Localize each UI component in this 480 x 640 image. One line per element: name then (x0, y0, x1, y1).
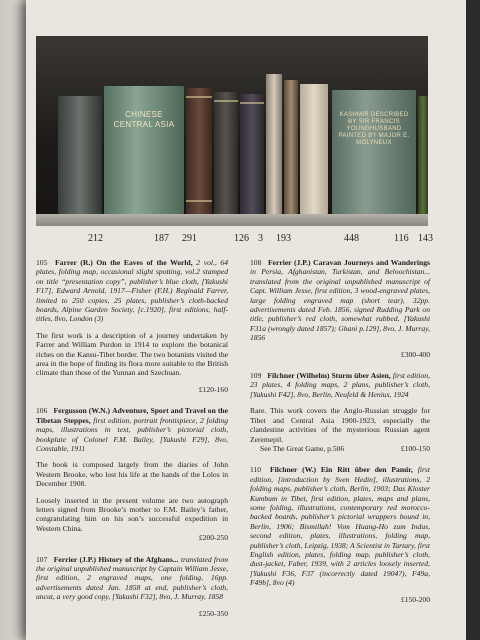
plate-number: 291 (182, 233, 197, 244)
lot-price: £200-250 (198, 533, 228, 543)
shelf (36, 214, 428, 226)
lot-title: Adventure, Sport and Travel on the Tibetan Steppes, (36, 406, 228, 425)
book-spine-6 (266, 74, 282, 214)
plate-number: 448 (344, 233, 359, 244)
lot-number: 108 (250, 258, 262, 267)
lot-description-2: Loosely inserted in the present volume are two autograph letters signed from Brooke’s mother to F.M. Bailey’s father, congratulating him on his son’s successful expedition in Western China. (36, 495, 228, 533)
lot-110 (250, 465, 430, 587)
book-spine-7 (284, 80, 298, 214)
plate-number: 143 (418, 233, 433, 244)
lot-title: Ein Ritt über den Pamir, (320, 465, 413, 475)
book-spine-8 (300, 84, 328, 214)
lot-details: 2 vol., 64 plates, folding map, occasional slight spotting, vol.2 stamped on title “presentation copy”, publisher’s blue cloth, [Yakushi F17], Edward Arnold, 1917—Fisher (F.H.) Reginald Farrer, limited to 250 copies, 25 plates, publisher’s cloth-backed boards, Alpine Garden Society, [c.1920], first editions, half-titles, 8vo, London (3) (36, 258, 229, 324)
lot-description: The book is composed largely from the diaries of John Western Brooke, who lost his life at the hands of the Lolos in December 1908. (36, 460, 228, 489)
lot-price: £300-400 (400, 349, 430, 359)
lot-price: £150-200 (400, 594, 430, 604)
lot-number: 110 (250, 465, 262, 475)
right-column (250, 258, 430, 604)
lot-105 (36, 258, 228, 324)
lot-106 (36, 406, 228, 453)
books-photograph (36, 36, 428, 226)
plate-number: 126 (234, 233, 249, 244)
book-spine-3 (186, 88, 212, 214)
previous-page-edge (0, 0, 28, 640)
book-spine-kashmir-title: KASHMIR DESCRIBED BY SIR FRANCIS YOUNGHUSBAND PAINTED BY MAJOR E. MOLYNEUX (338, 112, 410, 146)
book-spine-central-asia-title: CHINESE CENTRAL ASIA (113, 110, 175, 129)
lot-author: Farrer (R.) (55, 258, 93, 267)
lot-title: On the Eaves of the World, (96, 258, 193, 267)
lot-108 (250, 258, 430, 343)
plate-number: 116 (394, 233, 409, 244)
lot-details: in Persia, Afghanistan, Turkistan, and Beloochistan... translated from the original unpublished manuscript of Capt. William Jesse, first edition, 3 wood-engraved plates, large folding engraved map (short tear), 32pp. advertisements dated Feb. 1856, signed Rudding Park on title, publisher’s red cloth, somewhat rubbed, [Yakushi F31a (wrongly dated 1857); Ghani p.129], 8vo, J. Murray, 1856 (250, 267, 430, 343)
book-spine-flora (418, 96, 428, 214)
plate-number: 212 (88, 233, 103, 244)
lot-see-also: See The Great Game, p.506 (260, 443, 345, 453)
lot-number: 107 (36, 554, 48, 564)
lot-details: first edition, portrait frontispiece, 2 folding maps, illustrations in text, publisher’s pictorial cloth, bookplate of Colonel F.M. Bailey, [Yakushi F29], 8vo, Constable, 1911 (36, 415, 228, 453)
book-spine-kashmir (332, 90, 416, 214)
plate-numbers (36, 233, 433, 247)
book-spine-5 (240, 94, 264, 214)
left-column (36, 258, 228, 618)
lot-author: Filchner (W.) (270, 465, 317, 475)
lot-details: translated from the original unpublished manuscript by Captain William Jesse, first edition, 2 engraved maps, one folding, 16pp. advertisements dated Jan. 1858 at end, publisher’s cloth, uncut, a very good copy, [Yakushi F32], 8vo, J. Murray, 1858 (36, 554, 228, 602)
lot-number: 105 (36, 258, 48, 267)
lot-price: £100-150 (400, 443, 430, 453)
plate-number: 187 (154, 233, 169, 244)
lot-price: £120-160 (198, 384, 228, 394)
lot-109 (250, 371, 430, 399)
lot-description: The first work is a description of a journey undertaken by Farrer and William Purdon in 1914 to explore the botanical riches on the Kansu-Tibet border. The two botanists visited the area in the hope of finding its flora more suitable to the British climate than those of the Yunnan and Szechuan. (36, 330, 228, 378)
book-spine-central-asia (104, 86, 184, 214)
plate-number: 3 (258, 233, 263, 244)
lot-author: Filchner (Wilhelm) (267, 371, 330, 381)
lot-title: History of the Afghans... (98, 554, 179, 564)
lot-author: Ferrier (J.P.) (53, 554, 97, 564)
plate-number: 193 (276, 233, 291, 244)
lot-title: Sturm über Asien, (331, 371, 391, 381)
lot-description: Rare. This work covers the Anglo-Russian struggle for Tibet and Central Asia 1900-1923, especially the clandestine activities of the mysterious Russian agent Zeremepil. (250, 406, 430, 444)
lot-title: Caravan Journeys and Wanderings (313, 258, 430, 267)
book-spine-1 (58, 96, 102, 214)
lot-number: 106 (36, 406, 48, 416)
lot-number: 109 (250, 371, 262, 381)
lot-details: first edition, [introduction by Sven Hedin], illustrations, 2 folding maps, publisher’s cloth, Berlin, 1903; Das Kloster Kumbum in Tibet, first edition, plates, maps and plans, some folding, illustrations, contemporary red morocco-backed boards, publisher’s pictorial wrappers bound in, Berlin, 1906; Bismillah! Vom Huang-Ho zum Indus, second edition, plates, illustrations, folding map, publisher’s cloth, Leipzig, 1938; A Scientist in Tartary, first English edition, plates, folding map, publisher’s cloth, dust-jacket, Faber, 1939, with 2 articles loosely inserted, [Yakushi F36, F37 (incorrectly dated 1904?), F49a, F49b], 8vo (4) (250, 465, 430, 588)
book-spine-4 (214, 92, 238, 214)
lot-details: first edition, 23 plates, 4 folding maps, 2 plans, publisher’s cloth, [Yakushi F42], 8vo, Berlin, Neufeld & Henius, 1924 (250, 371, 430, 399)
lot-price: £250-350 (198, 608, 228, 618)
lot-author: Fergusson (W.N.) (53, 406, 111, 416)
lot-footer (250, 444, 430, 453)
lot-107 (36, 555, 228, 602)
lot-author: Ferrier (J.P.) (267, 258, 311, 267)
